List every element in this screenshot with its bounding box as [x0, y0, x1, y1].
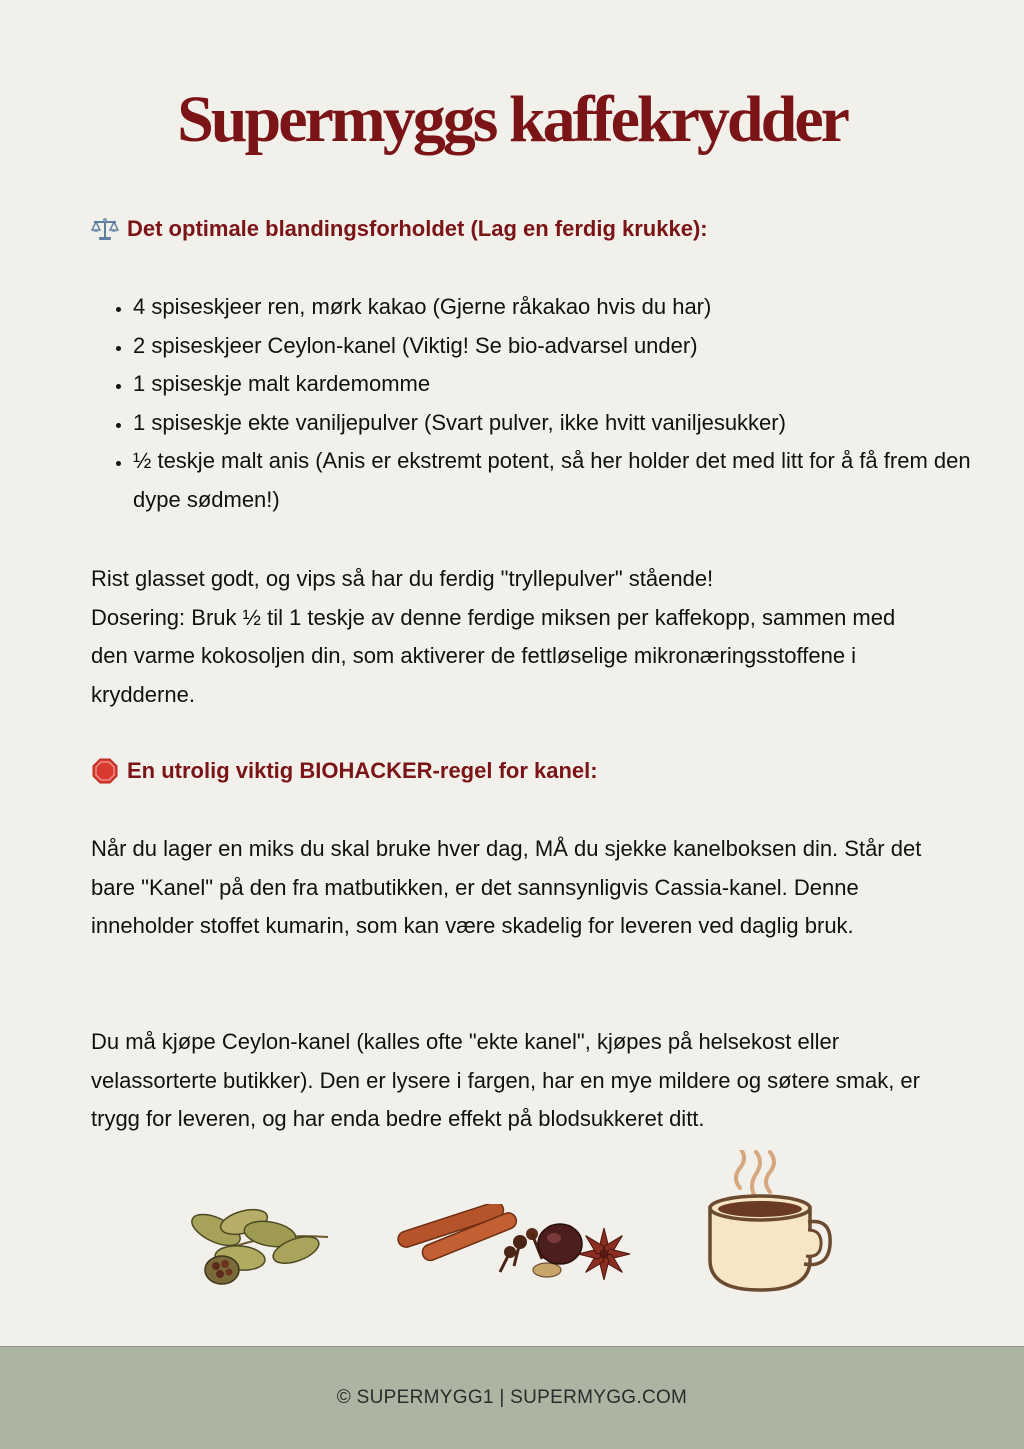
list-item: • ½ teskje malt anis (Anis er ekstremt potent, så her holder det med litt for å få frem den dype sødmen!) [133, 442, 973, 519]
section-heading-warning [91, 758, 598, 784]
balance-scale-icon [91, 216, 119, 242]
instruction-line: Rist glasset godt, og vips så har du ferdig "tryllepulver" stående! [91, 566, 714, 591]
section-heading-ratio [91, 216, 708, 242]
warning-paragraph: Når du lager en miks du skal bruke hver dag, MÅ du sjekke kanelboksen din. Står det bare "Kanel" på den fra matbutikken, er det sannsynligvis Cassia-kanel. Denne inneholder stoffet kumarin, som kan være skadelig for leveren ved daglig bruk. [91, 836, 922, 938]
ingredient-list [91, 288, 973, 519]
instruction-paragraph [91, 560, 931, 714]
section-heading-label: Det optimale blandingsforholdet (Lag en ferdig krukke): [127, 216, 708, 241]
ceylon-paragraph: Du må kjøpe Ceylon-kanel (kalles ofte "ekte kanel", kjøpes på helsekost eller velassorterte butikker). Den er lysere i fargen, har en mye mildere og søtere smak, er trygg for leveren, og har enda bedre effekt på blodsukkeret ditt. [91, 1029, 920, 1131]
section-heading-label: En utrolig viktig BIOHACKER-regel for kanel: [127, 758, 598, 783]
list-item: • 4 spiseskjeer ren, mørk kakao (Gjerne råkakao hvis du har) [133, 288, 973, 327]
footer-copyright: © SUPERMYGG1 | SUPERMYGG.COM [336, 1387, 688, 1408]
page-title: Supermyggs kaffekrydder [177, 83, 847, 156]
list-item: • 1 spiseskje malt kardemomme [133, 365, 973, 404]
footer [0, 1346, 1024, 1449]
coffee-cup-icon [700, 1150, 835, 1300]
dosage-text: Dosering: Bruk ½ til 1 teskje av denne ferdige miksen per kaffekopp, sammen med den varme kokosoljen din, som aktiverer de fettløselige mikronæringsstoffene i krydderne. [91, 604, 896, 707]
cardamom-pods-icon [178, 1192, 333, 1297]
stop-sign-icon [91, 758, 119, 784]
list-item: • 1 spiseskje ekte vaniljepulver (Svart pulver, ikke hvitt vaniljesukker) [133, 404, 973, 443]
cinnamon-cloves-star-anise-icon [392, 1204, 637, 1294]
list-item: • 2 spiseskjeer Ceylon-kanel (Viktig! Se bio-advarsel under) [133, 327, 973, 366]
